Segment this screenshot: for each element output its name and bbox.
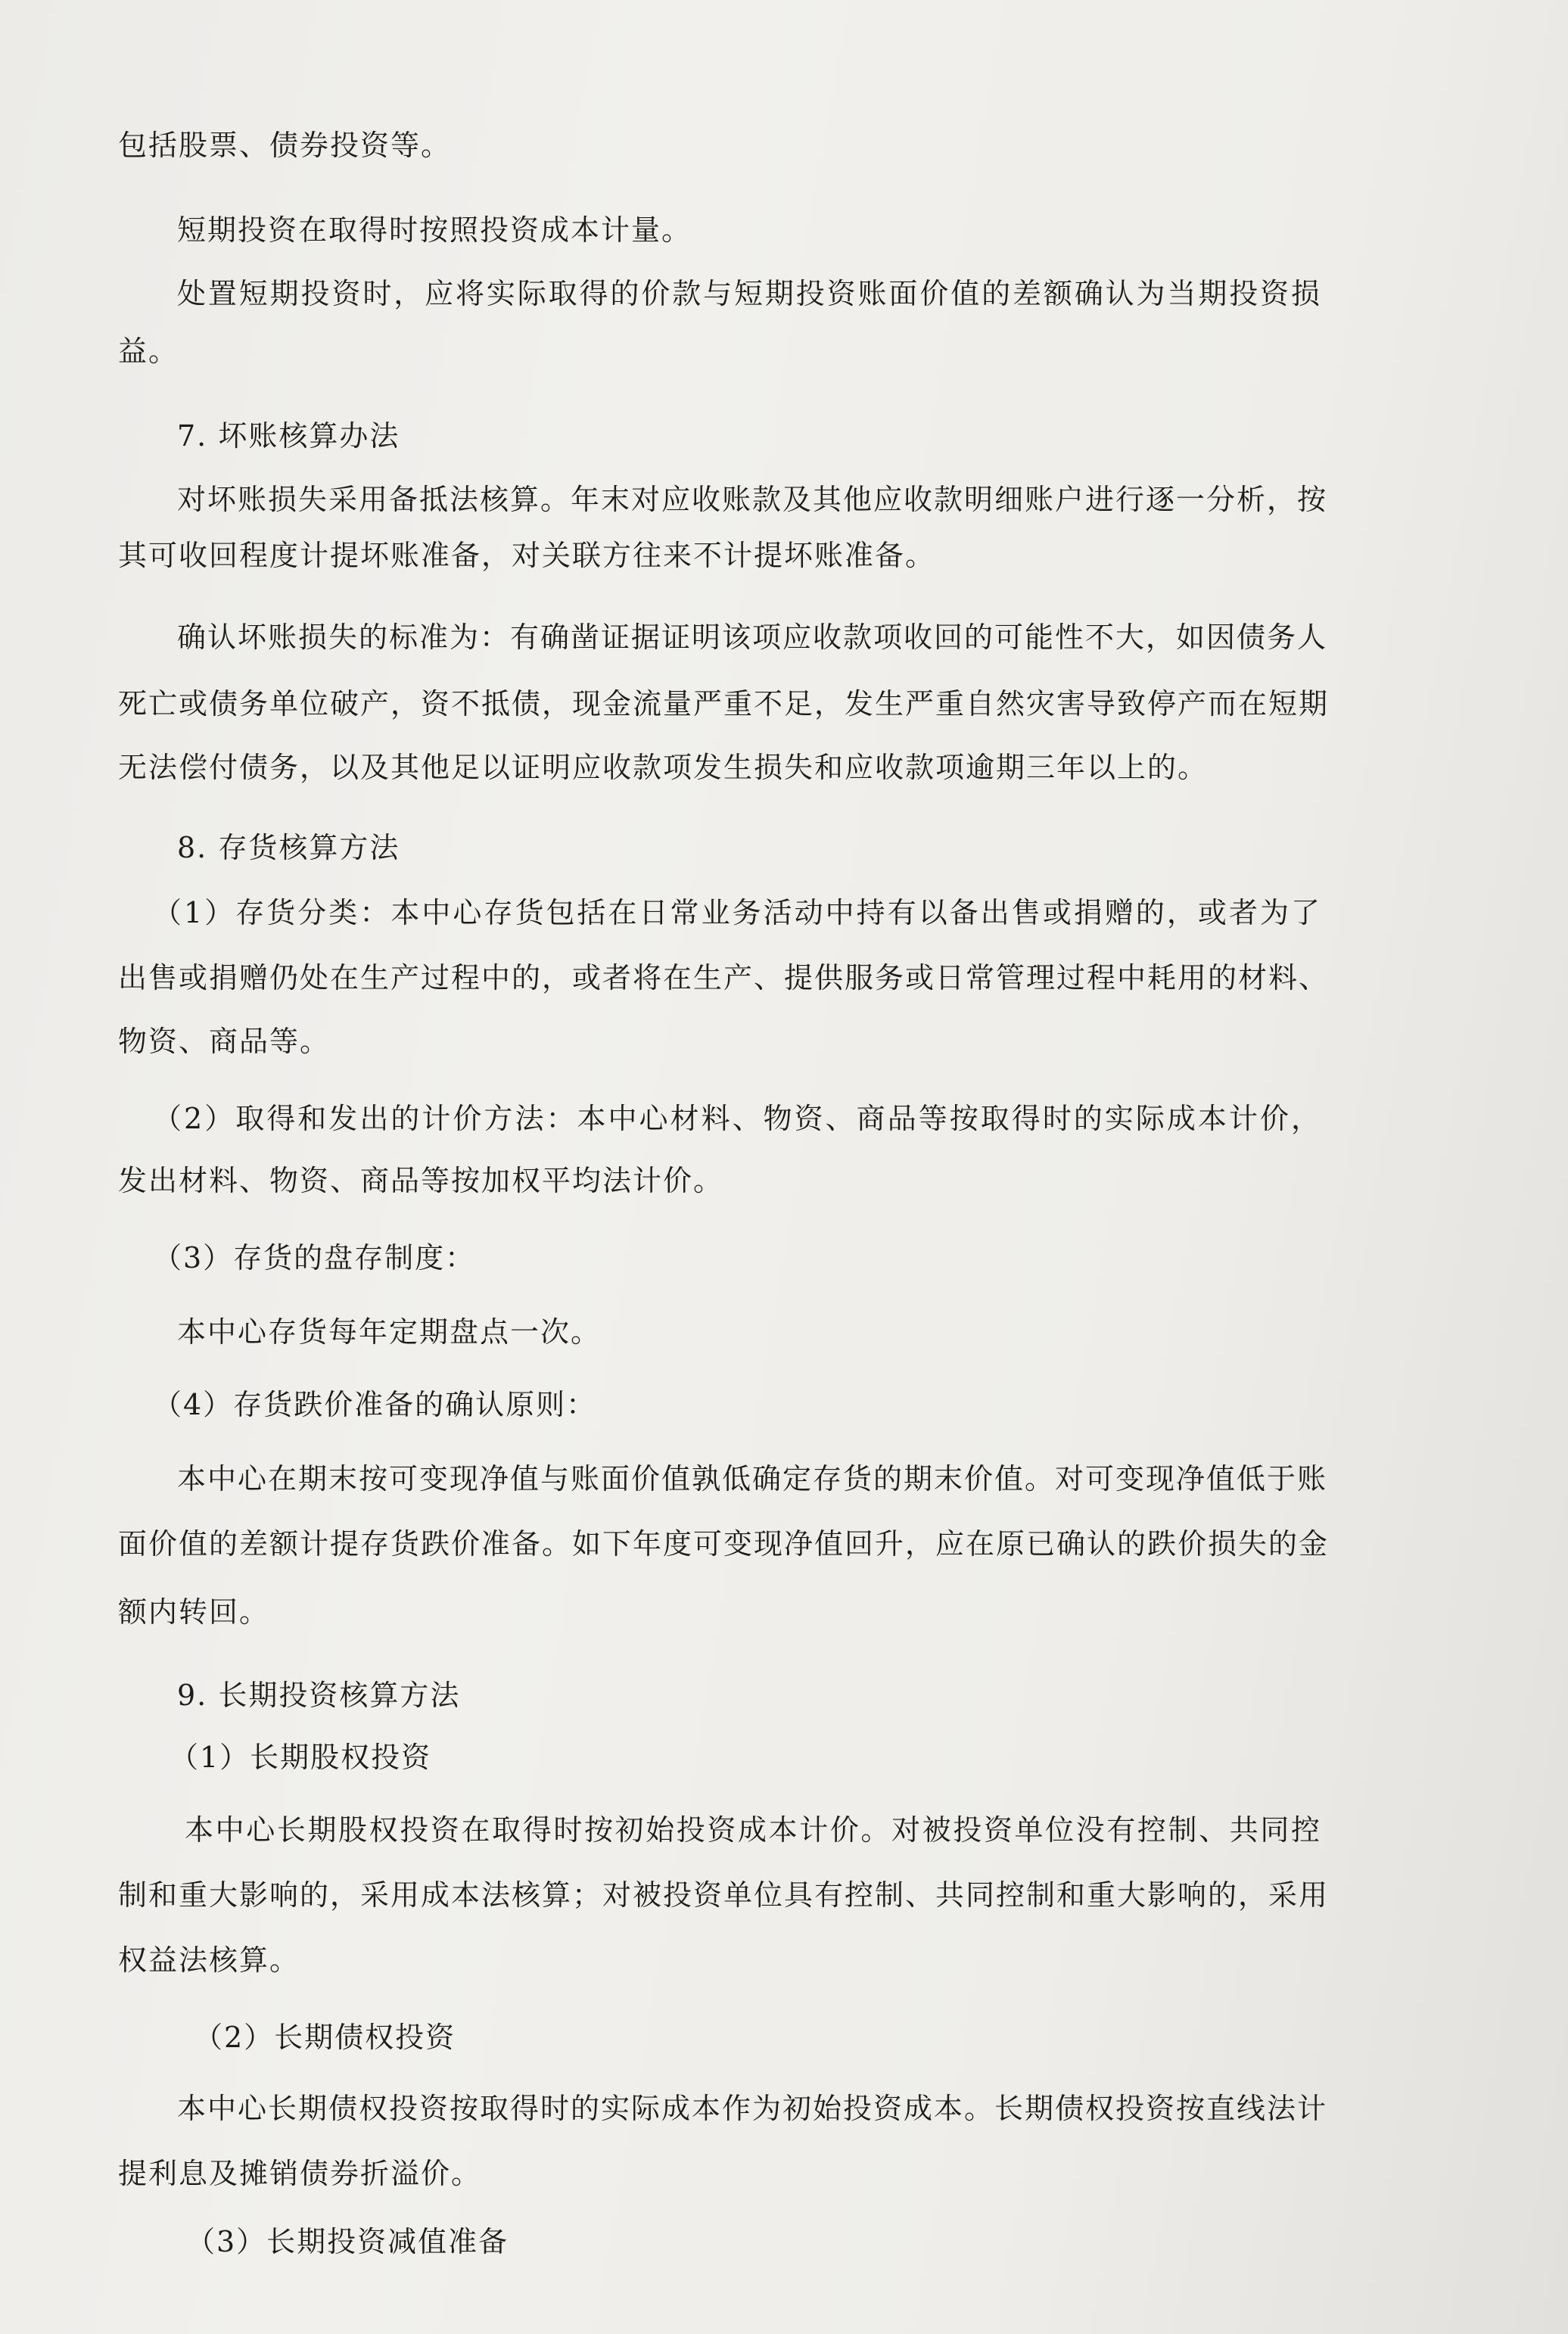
section-heading: 9. 长期投资核算方法 — [177, 1679, 461, 1712]
text-line: 无法偿付债务，以及其他足以证明应收款项发生损失和应收款项逾期三年以上的。 — [118, 751, 1209, 784]
text-line: 本中心存货每年定期盘点一次。 — [177, 1315, 602, 1349]
text-line: 额内转回。 — [118, 1595, 270, 1629]
text-line: 对坏账损失采用备抵法核算。年末对应收账款及其他应收款明细账户进行逐一分析，按 — [177, 483, 1328, 516]
text-line: 本中心在期末按可变现净值与账面价值孰低确定存货的期末价值。对可变现净值低于账 — [177, 1462, 1328, 1495]
text-line: （3）存货的盘存制度： — [153, 1241, 476, 1274]
subsection-heading: （1）长期股权投资 — [170, 1741, 432, 1774]
text-line: 发出材料、物资、商品等按加权平均法计价。 — [118, 1164, 724, 1197]
section-heading: 7. 坏账核算办法 — [177, 419, 400, 453]
text-line: 益。 — [118, 335, 179, 368]
subsection-heading: （2）长期债权投资 — [194, 2021, 456, 2054]
text-line: 出售或捐赠仍处在生产过程中的，或者将在生产、提供服务或日常管理过程中耗用的材料、 — [118, 961, 1330, 994]
text-line: （1）存货分类：本中心存货包括在日常业务活动中持有以备出售或捐赠的，或者为了 — [153, 896, 1321, 929]
text-line: 本中心长期债权投资按取得时的实际成本作为初始投资成本。长期债权投资按直线法计 — [177, 2092, 1328, 2125]
text-line: 提利息及摊销债券折溢价。 — [118, 2157, 482, 2190]
text-line: 面价值的差额计提存货跌价准备。如下年度可变现净值回升，应在原已确认的跌价损失的金 — [118, 1527, 1330, 1561]
text-line: （4）存货跌价准备的确认原则： — [153, 1388, 597, 1421]
text-line: 制和重大影响的，采用成本法核算；对被投资单位具有控制、共同控制和重大影响的，采用 — [118, 1878, 1330, 1912]
text-line: 处置短期投资时，应将实际取得的价款与短期投资账面价值的差额确认为当期投资损 — [177, 277, 1321, 310]
text-line: 其可收回程度计提坏账准备，对关联方往来不计提坏账准备。 — [118, 539, 936, 572]
text-line: （2）取得和发出的计价方法：本中心材料、物资、商品等按取得时的实际成本计价， — [153, 1102, 1321, 1135]
subsection-heading: （3）长期投资减值准备 — [186, 2225, 509, 2258]
text-line: 死亡或债务单位破产，资不抵债，现金流量严重不足，发生严重自然灾害导致停产而在短期 — [118, 687, 1330, 720]
text-line: 权益法核算。 — [118, 1943, 300, 1977]
text-line: 包括股票、债券投资等。 — [118, 129, 452, 162]
text-line: 短期投资在取得时按照投资成本计量。 — [177, 213, 692, 247]
text-line: 本中心长期股权投资在取得时按初始投资成本计价。对被投资单位没有控制、共同控 — [185, 1813, 1321, 1847]
text-line: 物资、商品等。 — [118, 1025, 331, 1058]
section-heading: 8. 存货核算方法 — [177, 831, 400, 864]
text-line: 确认坏账损失的标准为：有确凿证据证明该项应收款项收回的可能性不大，如因债务人 — [177, 621, 1328, 654]
